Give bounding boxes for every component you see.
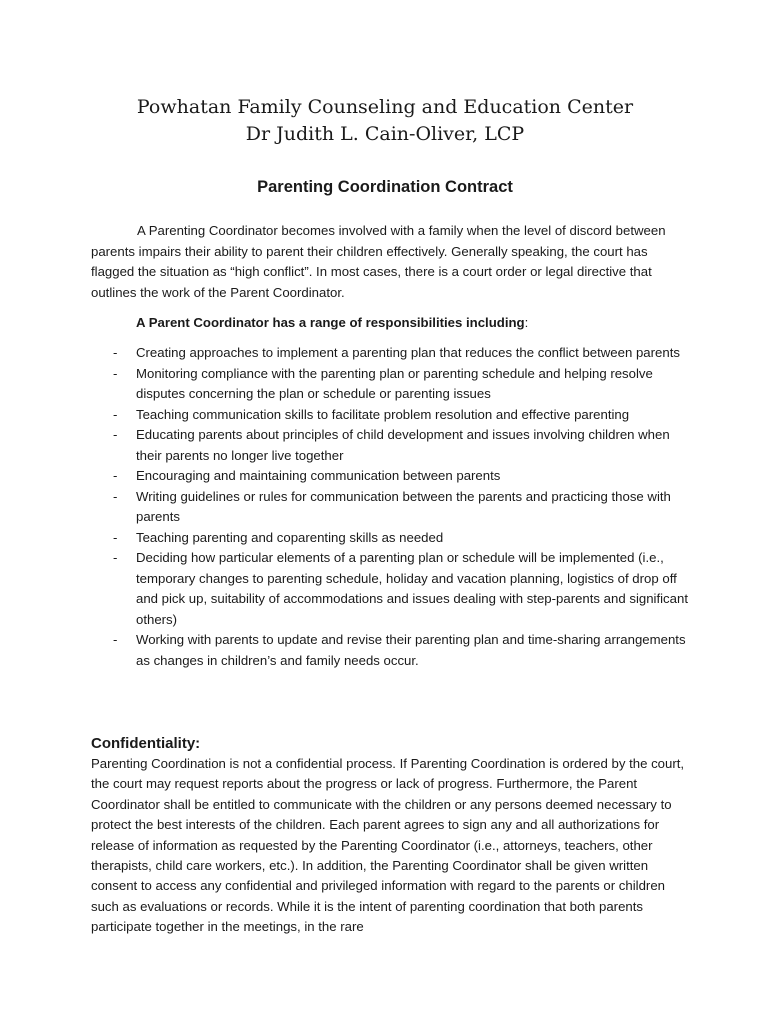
responsibility-item [91,405,691,426]
bullet-dash: - [113,427,118,442]
responsibility-item [91,528,691,549]
bullet-dash: - [113,488,118,504]
confidentiality-heading: Confidentiality: [91,735,201,752]
responsibilities-heading-colon: : [524,315,529,330]
letterhead [0,94,770,148]
responsibility-text: Teaching communication skills to facilitate problem resolution and effective parenting [136,406,630,422]
responsibility-item [91,548,691,630]
bullet-dash: - [113,632,118,647]
document-title: Parenting Coordination Contract [257,178,513,196]
responsibility-item [91,466,691,487]
practitioner-name: Dr Judith L. Cain-Oliver, LCP [245,123,525,145]
responsibility-item [91,343,691,364]
responsibilities-list [91,343,691,671]
organization-name: Powhatan Family Counseling and Education Center [136,96,634,118]
bullet-dash: - [113,468,118,483]
responsibility-text: Educating parents about principles of child development and issues involving children when their parents no longer live together [136,427,670,463]
responsibility-text: Deciding how particular elements of a parenting plan or schedule will be implemented (i.e., temporary changes to parenting schedule, holiday and vacation planning, logistics of drop off and pick up, suitability of accommodations and issues dealing with step-parents and significant others) [136,550,688,627]
bullet-dash: - [113,550,118,565]
bullet-dash: - [113,529,118,545]
responsibilities-heading [136,313,528,333]
responsibilities-heading-text: A Parent Coordinator has a range of responsibilities including [136,315,525,330]
responsibility-text: Monitoring compliance with the parenting plan or parenting schedule and helping resolve disputes concerning the plan or schedule or parenting issues [136,365,653,401]
intro-paragraph [91,221,691,303]
bullet-dash: - [113,345,118,360]
responsibility-text: Teaching parenting and coparenting skills as needed [136,529,444,545]
confidentiality-paragraph: Parenting Coordination is not a confidential process. If Parenting Coordination is ordered by the court, the court may request reports about the progress or lack of progress. Furthermore, the Parent Coordinator shall be entitled to communicate with the children or any persons deemed necessary to protect the best interests of the children. Each parent agrees to sign any and all authorizations for release of information as requested by the Parenting Coordinator (i.e., attorneys, teachers, other therapists, child care workers, etc.). In addition, the Parenting Coordinator shall be given written consent to access any confidential and privileged information with regard to the parents or children such as evaluations or records. While it is the intent of parenting coordination that both parents participate together in the meetings, in the rare [91,756,685,935]
responsibility-text: Writing guidelines or rules for communication between the parents and practicing those with parents [136,488,671,524]
responsibility-item [91,630,691,671]
responsibility-text: Encouraging and maintaining communication between parents [136,468,501,483]
bullet-dash: - [113,406,118,422]
responsibility-item [91,425,691,466]
bullet-dash: - [113,365,118,381]
intro-text: A Parenting Coordinator becomes involved with a family when the level of discord between parents impairs their ability to parent their children effectively. Generally speaking, the court has flagged the situation as “high conflict”. In most cases, there is a court order or legal directive that outlines the work of the Parent Coordinator. [91,223,666,300]
responsibility-item [91,364,691,405]
responsibility-item [91,487,691,528]
responsibility-text: Creating approaches to implement a parenting plan that reduces the conflict between parents [136,345,680,360]
responsibility-text: Working with parents to update and revise their parenting plan and time-sharing arrangements as changes in children’s and family needs occur. [136,632,686,668]
